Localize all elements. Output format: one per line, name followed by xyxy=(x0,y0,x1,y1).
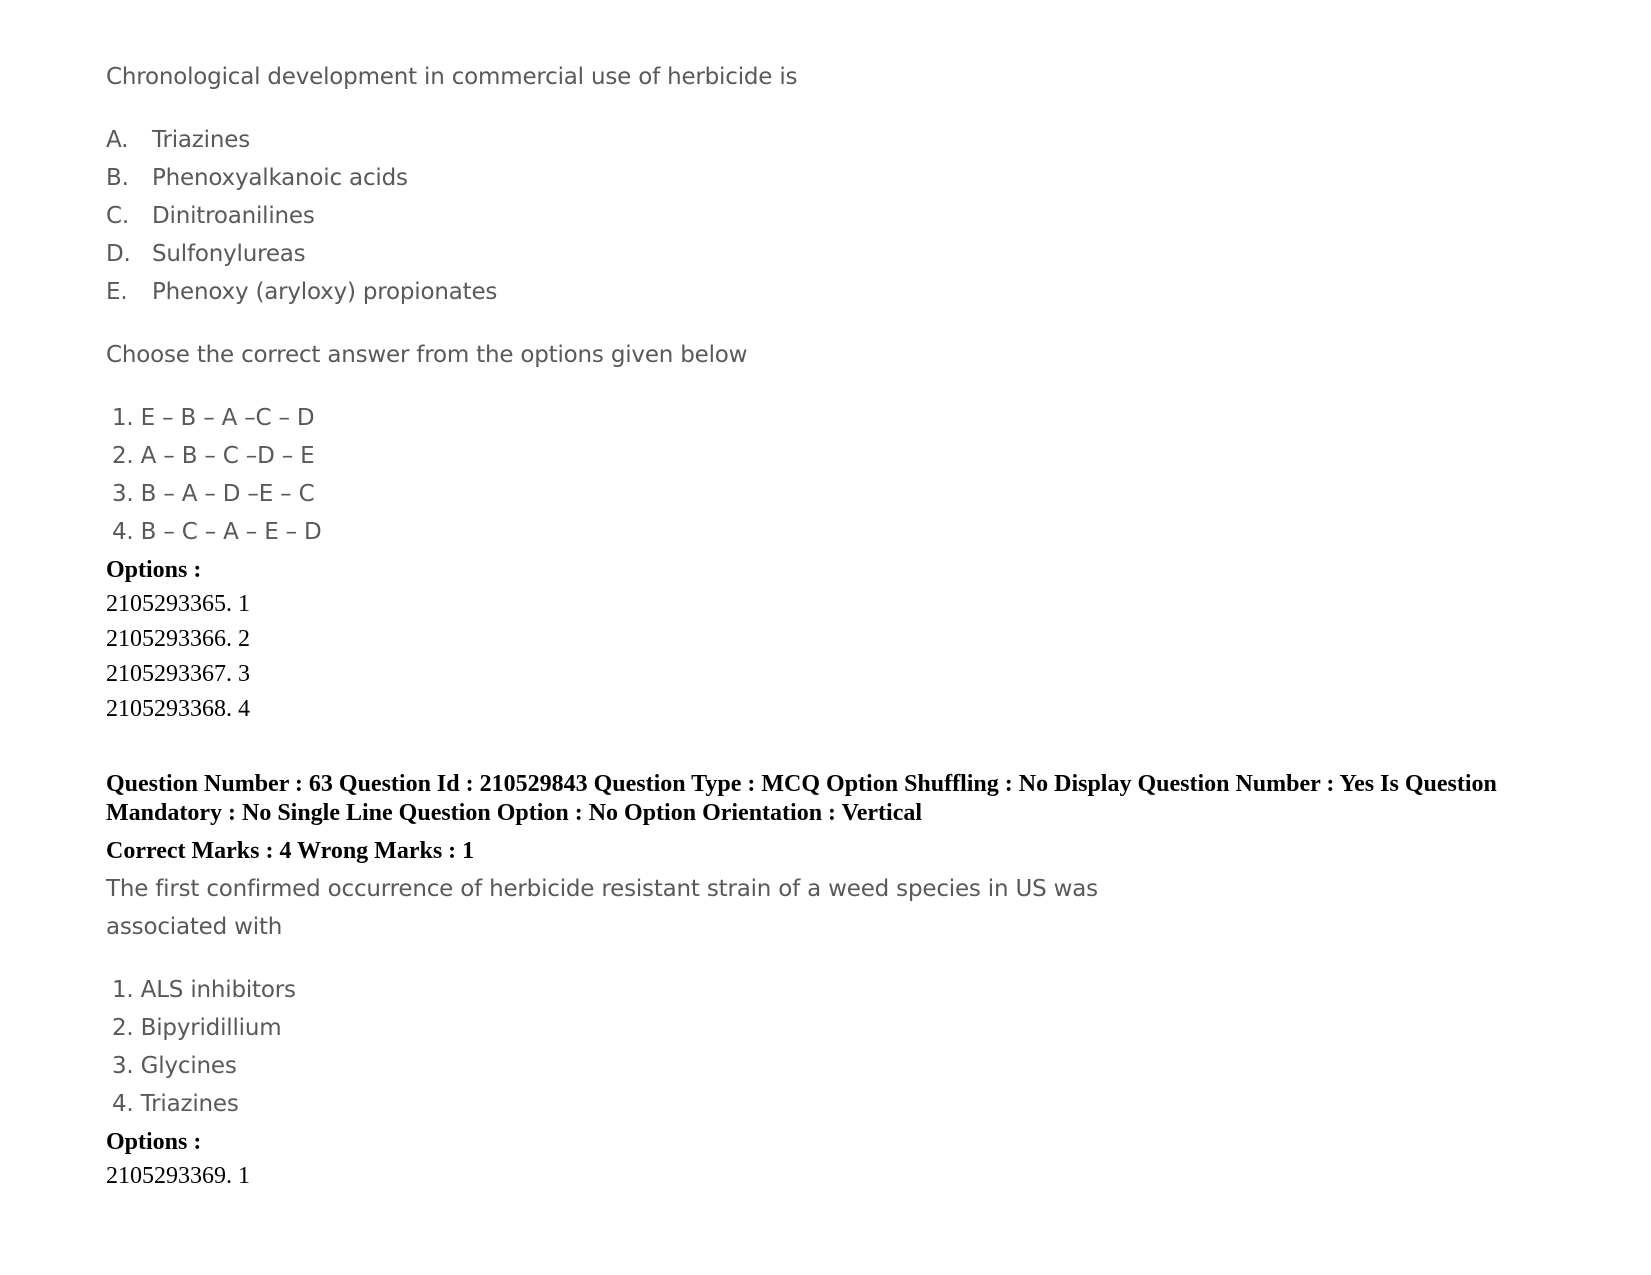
option-id-row: 2105293369. 1 xyxy=(106,1163,250,1189)
instruction-text: Choose the correct answer from the options given below xyxy=(106,342,748,368)
answer-choice-3: 3. B – A – D –E – C xyxy=(112,481,315,507)
list-item-letter: D. xyxy=(106,241,131,267)
list-item-d xyxy=(106,241,305,267)
list-item-text: Phenoxy (aryloxy) propionates xyxy=(152,279,498,305)
list-item-letter: A. xyxy=(106,127,129,153)
option-id-row: 2105293367. 3 xyxy=(106,661,250,687)
list-item-text: Triazines xyxy=(152,127,250,153)
question-63-stem-line-2: associated with xyxy=(106,914,283,940)
answer-choice-3: 3. Glycines xyxy=(112,1053,237,1079)
list-item-text: Phenoxyalkanoic acids xyxy=(152,165,408,191)
list-item-e xyxy=(106,279,497,305)
options-label: Options : xyxy=(106,1129,202,1155)
answer-choice-4: 4. B – C – A – E – D xyxy=(112,519,322,545)
option-id-row: 2105293366. 2 xyxy=(106,626,250,652)
list-item-letter: B. xyxy=(106,165,129,191)
question-62-stem: Chronological development in commercial use of herbicide is xyxy=(106,64,798,90)
marks-line: Correct Marks : 4 Wrong Marks : 1 xyxy=(106,838,475,864)
option-id-row: 2105293368. 4 xyxy=(106,696,250,722)
list-item-c xyxy=(106,203,315,229)
question-63-stem-line-1: The first confirmed occurrence of herbicide resistant strain of a weed species in US was xyxy=(106,876,1098,902)
list-item-text: Dinitroanilines xyxy=(152,203,315,229)
list-item-a xyxy=(106,127,250,153)
answer-choice-4: 4. Triazines xyxy=(112,1091,239,1117)
option-id-row: 2105293365. 1 xyxy=(106,591,250,617)
answer-choice-1: 1. E – B – A –C – D xyxy=(112,405,315,431)
list-item-b xyxy=(106,165,408,191)
list-item-letter: E. xyxy=(106,279,128,305)
answer-choice-2: 2. A – B – C –D – E xyxy=(112,443,315,469)
answer-choice-1: 1. ALS inhibitors xyxy=(112,977,296,1003)
question-metadata: Question Number : 63 Question Id : 210529843 Question Type : MCQ Option Shuffling : No Display Question Number : Yes Is Question Mandatory : No Single Line Question Option : No Option Orientation : Vertical xyxy=(106,771,1497,826)
answer-choice-2: 2. Bipyridillium xyxy=(112,1015,282,1041)
list-item-letter: C. xyxy=(106,203,129,229)
options-label: Options : xyxy=(106,557,202,583)
list-item-text: Sulfonylureas xyxy=(152,241,306,267)
